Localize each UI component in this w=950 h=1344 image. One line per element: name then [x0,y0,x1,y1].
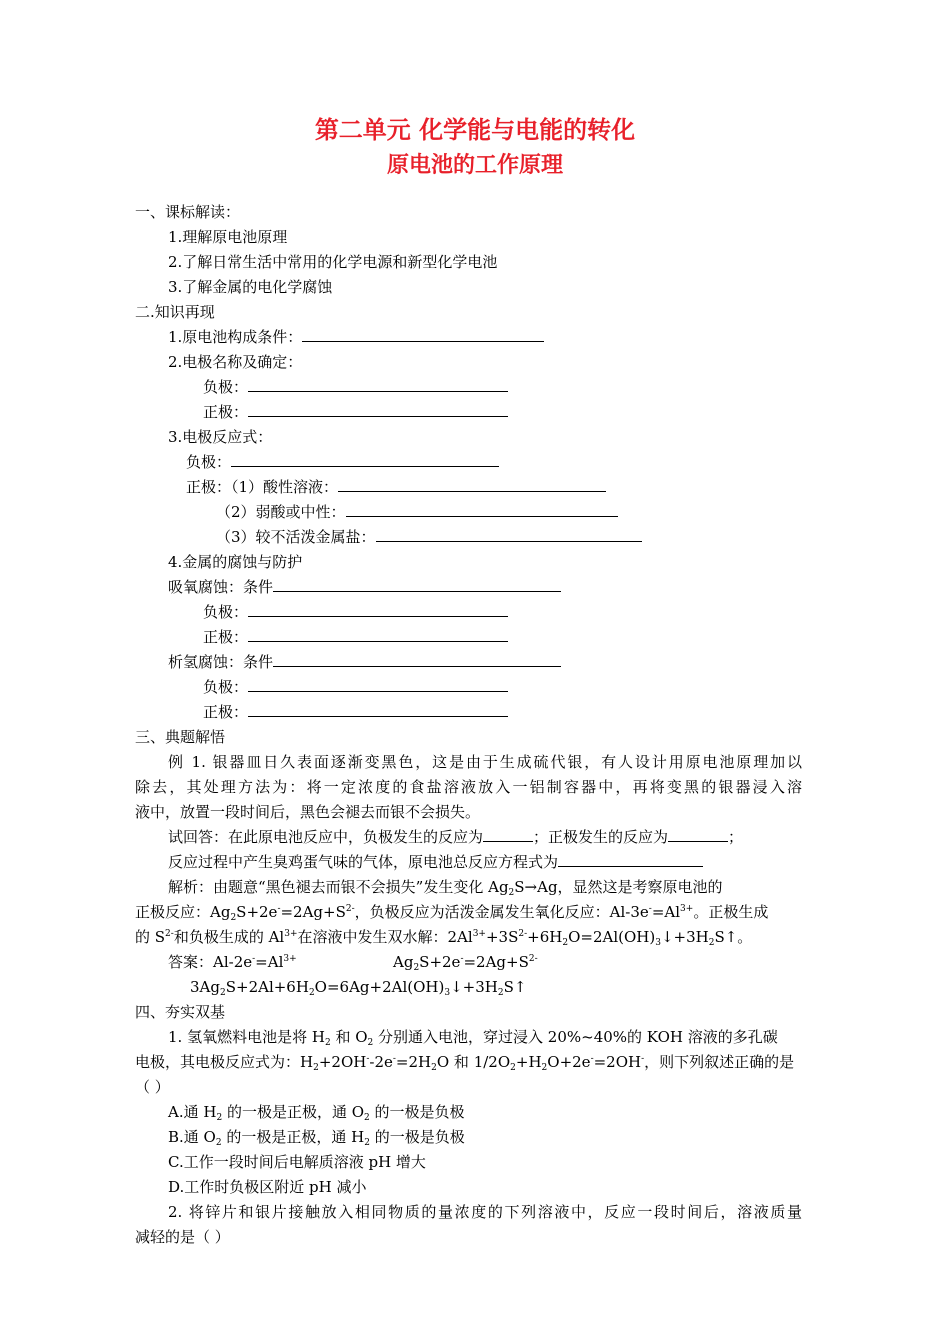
section-1-item: 2.了解日常生活中常用的化学电源和新型化学电池 [168,253,498,271]
answer-line: $3Ag_2S+2Al+6H_2O=6Ag+2Al(OH)_3↓+3H_2S↑$ [190,978,527,998]
example-paragraph: 例 1. 银器皿日久表面逐渐变黑色，这是由于生成硫代银，有人设计用原电池原理加以 [168,753,802,771]
section-4-heading: 四、夯实双基 [135,1003,226,1021]
question-line: 负极： [203,377,508,397]
question-line: 负极： [203,602,508,622]
question-line: 吸氧腐蚀：条件 [168,577,561,597]
question-line: 试回答：在此原电池反应中，负极发生的反应为 ；正极发生的反应为 ； [168,828,744,846]
example-paragraph: 除去，其处理方法为：将一定浓度的食盐溶液放入一铝制容器中，再将变黑的银器浸入溶 [135,778,802,796]
question-line: 负极： [203,677,508,697]
option-a[interactable]: A.通 $H_2$ 的一极是正极，通 $O_2$ 的一极是负极 [168,1103,465,1123]
section-2-heading: 二.知识再现 [135,303,215,321]
question-line: 3.电极反应式： [168,428,273,446]
question-line: 正极： [203,627,508,647]
page-subtitle: 原电池的工作原理 [386,153,563,178]
question-line: 减轻的是（ ） [135,1228,230,1246]
question-line: 正极： [203,702,508,722]
answer-blank[interactable] [248,677,508,692]
answer-blank[interactable] [231,452,499,467]
question-line: （ ） [135,1078,170,1096]
question-line: 4.金属的腐蚀与防护 [168,553,303,571]
answer-blank[interactable] [248,602,508,617]
section-1-item: 3.了解金属的电化学腐蚀 [168,278,333,296]
answer-blank[interactable] [273,577,561,592]
answer-line: $Ag_2S+2e^-=2Ag+S^{2-}$ [393,953,538,973]
analysis-line: 正极反应：$Ag_2S+2e^-=2Ag+S^{2-}$，负极反应为活泼金属发生氧化反应：$Al-3e^-=Al^{3+}$。正极生成 [135,903,769,923]
question-line: 2. 将锌片和银片接触放入相同物质的量浓度的下列溶液中，反应一段时间后，溶液质量 [168,1203,802,1221]
answer-blank[interactable] [248,702,508,717]
answer-blank[interactable] [248,402,508,417]
answer-blank[interactable] [338,477,606,492]
section-3-heading: 三、典题解悟 [135,728,226,746]
question-line: 正极： [203,402,508,422]
analysis-line: 的 $S^{2-}$和负极生成的 $Al^{3+}$在溶液中发生双水解：$2Al^{3+}+3S^{2-}+6H_2O=2Al(OH)_3↓+3H_2S↑$。 [135,928,753,948]
question-line: 1. 氢氧燃料电池是将 $H_2$ 和 $O_2$ 分别通入电池，穿过浸入 20%~40%的 KOH 溶液的多孔碳 [168,1028,778,1048]
example-paragraph: 液中，放置一段时间后，黑色会褪去而银不会损失。 [135,803,481,821]
option-d[interactable]: D.工作时负极区附近 pH 减小 [168,1178,367,1196]
question-line: 正极：（1）酸性溶液： [186,477,606,497]
question-line: 反应过程中产生臭鸡蛋气味的气体，原电池总反应方程式为 [168,852,703,872]
option-c[interactable]: C.工作一段时间后电解质溶液 pH 增大 [168,1153,426,1171]
question-line: 析氢腐蚀：条件 [168,652,561,672]
question-line: 2.电极名称及确定： [168,353,303,371]
answer-blank[interactable] [483,827,533,842]
question-line: （3）较不活泼金属盐： [216,527,642,547]
section-1-heading: 一、课标解读： [135,203,241,221]
answer-line: 答案：$Al-2e^-=Al^{3+}$ [168,953,297,971]
page-title: 第二单元 化学能与电能的转化 [314,116,636,144]
answer-blank[interactable] [248,627,508,642]
answer-blank[interactable] [668,827,728,842]
question-line: 负极： [186,452,499,472]
section-1-item: 1.理解原电池原理 [168,228,288,246]
option-b[interactable]: B.通 $O_2$ 的一极是正极，通 $H_2$ 的一极是负极 [168,1128,465,1148]
question-line: 电极，其电极反应式为：$H_2+2OH^--2e^-=2H_2O$ 和 $1/2O_2+H_2O+2e^-=2OH^-$，则下列叙述正确的是 [135,1053,795,1073]
answer-blank[interactable] [273,652,561,667]
answer-blank[interactable] [558,852,703,867]
answer-blank[interactable] [346,502,618,517]
question-line: 1.原电池构成条件： [168,327,544,347]
answer-blank[interactable] [248,377,508,392]
answer-blank[interactable] [302,327,544,342]
answer-blank[interactable] [376,527,642,542]
analysis-line: 解析：由题意“黑色褪去而银不会损失”发生变化 $Ag_2S\to Ag$，显然这是考察原电池的 [168,878,723,898]
question-line: （2）弱酸或中性： [216,502,618,522]
